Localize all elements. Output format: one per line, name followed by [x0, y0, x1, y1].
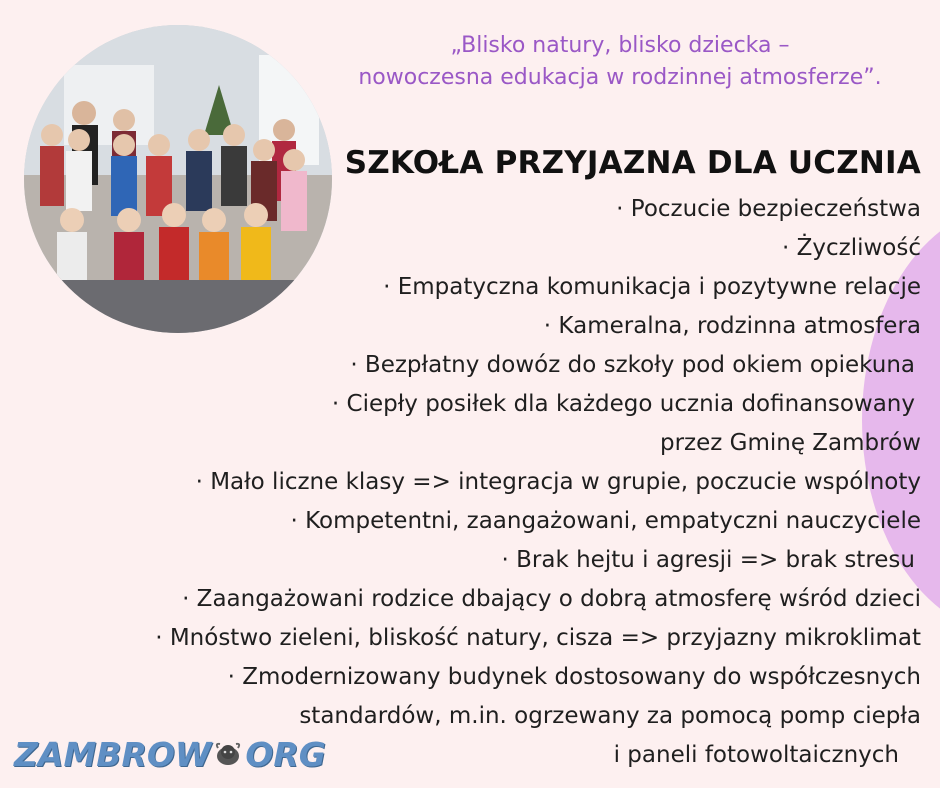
- quote: [300, 30, 940, 94]
- list-item: · Empatyczna komunikacja i pozytywne relacje: [383, 274, 921, 300]
- list-item: · Ciepły posiłek dla każdego ucznia dofinansowany: [331, 391, 915, 417]
- list-item: · Zmodernizowany budynek dostosowany do współczesnych: [227, 664, 921, 690]
- list-item: · Bezpłatny dowóz do szkoły pod okiem opiekuna: [350, 352, 915, 378]
- list-item: · Kameralna, rodzinna atmosfera: [543, 313, 921, 339]
- list-item: · Kompetentni, zaangażowani, empatyczni nauczyciele: [290, 508, 921, 534]
- list-item: standardów, m.in. ogrzewany za pomocą pomp ciepła: [299, 703, 921, 729]
- list-item: · Poczucie bezpieczeństwa: [616, 196, 921, 222]
- zambrow-logo: [14, 730, 326, 778]
- list-item: przez Gminę Zambrów: [659, 430, 921, 456]
- feature-list: [155, 190, 921, 775]
- list-item: · Mało liczne klasy => integracja w grupie, poczucie wspólnoty: [195, 469, 921, 495]
- list-item: · Życzliwość: [782, 235, 921, 261]
- quote-line-1: „Blisko natury, blisko dziecka –: [450, 33, 790, 58]
- list-item: · Brak hejtu i agresji => brak stresu: [501, 547, 915, 573]
- logo-text-left: ZAMBROW: [14, 734, 212, 774]
- bison-icon: [213, 740, 243, 768]
- quote-line-2: nowoczesna edukacja w rodzinnej atmosferze”.: [358, 65, 882, 90]
- page-title: SZKOŁA PRZYJAZNA DLA UCZNIA: [344, 145, 921, 181]
- list-item: · Mnóstwo zieleni, bliskość natury, cisza => przyjazny mikroklimat: [155, 625, 921, 651]
- logo-text-right: ORG: [245, 734, 326, 774]
- list-item: · Zaangażowani rodzice dbający o dobrą atmosferę wśród dzieci: [182, 586, 921, 612]
- list-item: i paneli fotowoltaicznych: [613, 742, 899, 768]
